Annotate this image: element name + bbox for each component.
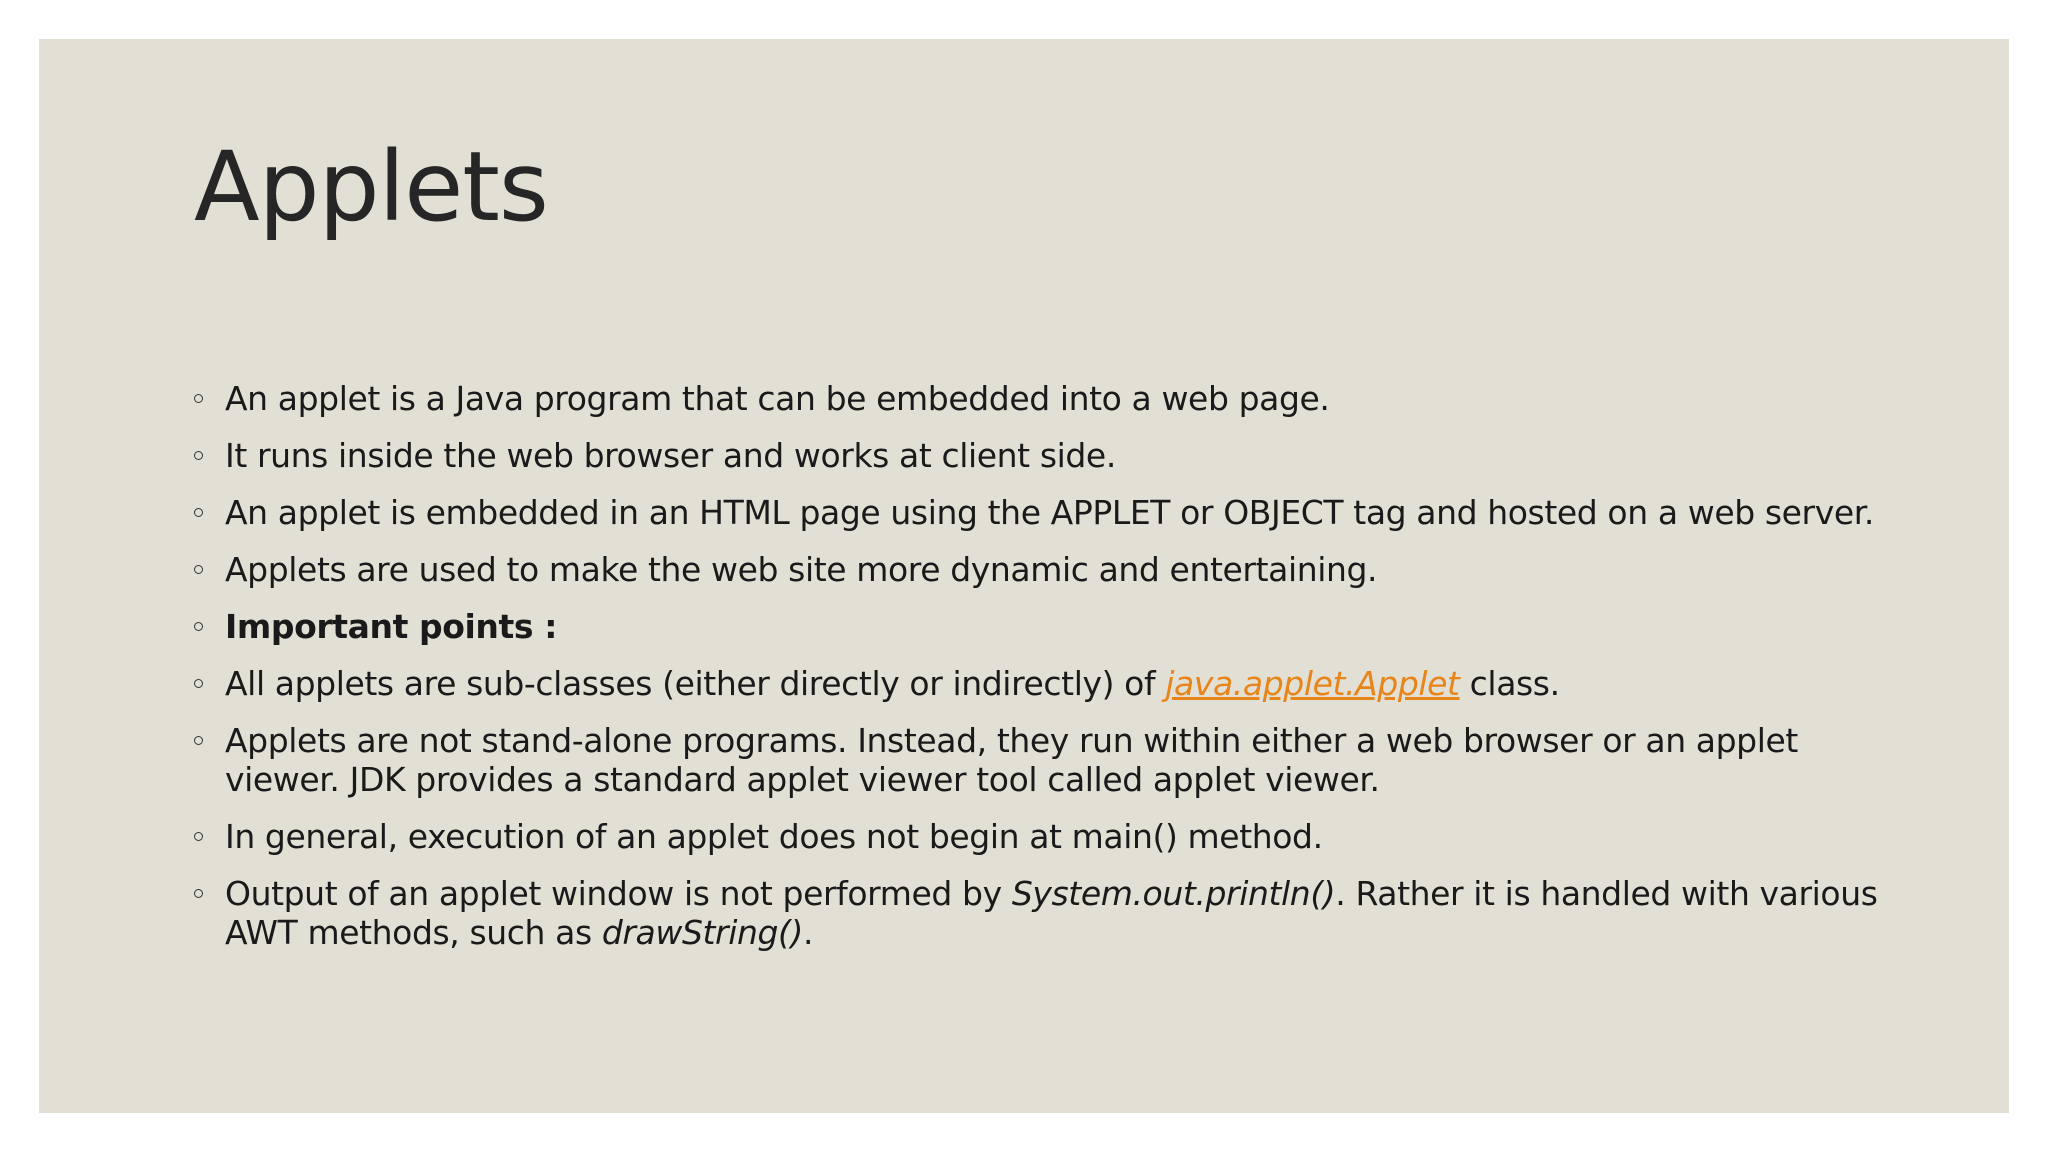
hollow-circle-bullet-icon bbox=[194, 832, 203, 841]
bullet-text: Applets are used to make the web site more dynamic and entertaining. bbox=[225, 550, 1378, 589]
bullet-text: Applets are not stand-alone programs. Instead, they run within either a web browser or an applet viewer. JDK provides a standard applet viewer tool called applet viewer. bbox=[225, 721, 1798, 799]
bullet-text-after-link: class. bbox=[1459, 664, 1560, 703]
bullet-text: In general, execution of an applet does not begin at main() method. bbox=[225, 817, 1323, 856]
bullet-item-standalone bbox=[194, 721, 1914, 799]
hollow-circle-bullet-icon bbox=[194, 622, 203, 631]
bullet-list bbox=[194, 379, 1914, 970]
hollow-circle-bullet-icon bbox=[194, 508, 203, 517]
bullet-text-before-link: All applets are sub-classes (either directly or indirectly) of bbox=[225, 664, 1166, 703]
hollow-circle-bullet-icon bbox=[194, 679, 203, 688]
bullet-item-embedding bbox=[194, 493, 1914, 532]
hollow-circle-bullet-icon bbox=[194, 451, 203, 460]
bullet-item-main-method bbox=[194, 817, 1914, 856]
bullet-item-applet-definition bbox=[194, 379, 1914, 418]
hollow-circle-bullet-icon bbox=[194, 736, 203, 745]
bullet-text-middle: . Rather it is handled with various AWT methods, such as bbox=[225, 874, 1878, 952]
hollow-circle-bullet-icon bbox=[194, 394, 203, 403]
important-points-heading: Important points : bbox=[225, 607, 558, 646]
hollow-circle-bullet-icon bbox=[194, 565, 203, 574]
hollow-circle-bullet-icon bbox=[194, 889, 203, 898]
bullet-text-before-code: Output of an applet window is not performed by bbox=[225, 874, 1012, 913]
bullet-item-important-points bbox=[194, 607, 1914, 646]
bullet-item-subclasses bbox=[194, 664, 1914, 703]
java-applet-applet-link[interactable]: java.applet.Applet bbox=[1165, 664, 1460, 703]
bullet-item-output bbox=[194, 874, 1914, 952]
system-out-println-code: System.out.println() bbox=[1011, 874, 1336, 913]
bullet-text: An applet is a Java program that can be embedded into a web page. bbox=[225, 379, 1330, 418]
drawstring-code: drawString() bbox=[601, 913, 803, 952]
bullet-item-dynamic bbox=[194, 550, 1914, 589]
bullet-text: It runs inside the web browser and works at client side. bbox=[225, 436, 1116, 475]
bullet-item-client-side bbox=[194, 436, 1914, 475]
slide bbox=[39, 39, 2009, 1113]
slide-title: Applets bbox=[194, 131, 548, 243]
bullet-text-after-code: . bbox=[803, 913, 814, 952]
bullet-text: An applet is embedded in an HTML page using the APPLET or OBJECT tag and hosted on a web server. bbox=[225, 493, 1874, 532]
